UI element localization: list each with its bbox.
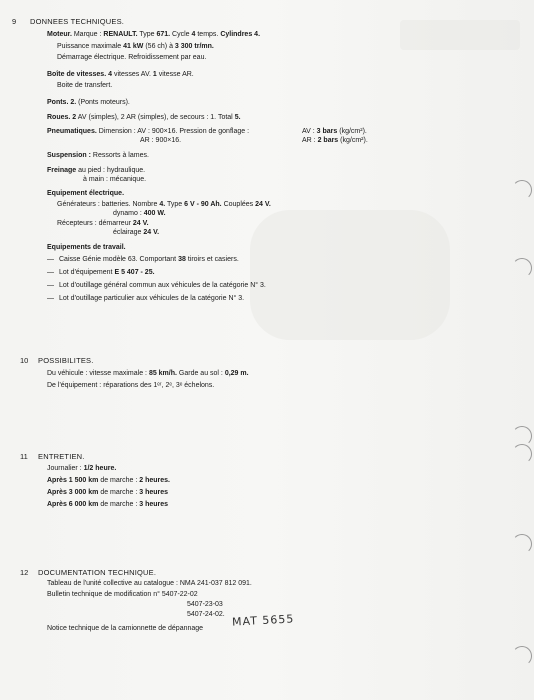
ponts-line: Ponts. 2. (Ponts moteurs). [47,99,130,106]
bulletin-line-3: 5407-24-02. [187,611,225,618]
section-9-title: DONNEES TECHNIQUES. [30,17,125,26]
section-11-title: ENTRETIEN. [38,452,85,461]
travail-item-1: — Caisse Génie modèle 63. Comportant 38 tiroirs et casiers. [47,256,239,263]
handwritten-annotation: MAT 5655 [231,612,295,629]
section-10-number: 10 [20,356,29,365]
bleed-through [250,210,450,340]
recepteurs-line: Récepteurs : démarreur 24 V. [57,220,149,227]
demarrage-line: Démarrage électrique. Refroidissement par eau. [57,54,207,61]
punch-hole [512,180,532,200]
pneumatiques-line-2-right: AR : 2 bars (kg/cm²). [302,137,368,144]
equipements-travail-title: Equipements de travail. [47,244,126,251]
pneumatiques-line-1: Pneumatiques. Dimension : AV : 900×16. Pression de gonflage : [47,128,250,135]
entretien-row-2: Après 3 000 km de marche : 3 heures [47,489,169,496]
travail-item-2: — Lot d'équipement E 5 407 - 25. [47,269,155,276]
punch-hole [512,426,532,446]
boite-transfert-line: Boite de transfert. [57,82,113,89]
section-11-number: 11 [20,452,28,461]
eclairage-line: éclairage 24 V. [113,229,160,236]
vitesse-line: Du véhicule : vitesse maximale : 85 km/h. Garde au sol : 0,29 m. [47,370,249,377]
pneumatiques-line-1-right: AV : 3 bars (kg/cm²). [302,128,367,135]
pneumatiques-line-2: AR : 900×16. [140,137,182,144]
bulletin-line-2: 5407-23-03 [187,601,223,608]
moteur-line: Moteur. Marque : RENAULT. Type 671. Cycle 4 temps. Cylindres 4. [47,31,261,38]
freinage-line-1: Freinage au pied : hydraulique. [47,167,146,174]
tableau-line: Tableau de l'unité collective au catalogue : NMA 241-037 812 091. [47,580,252,587]
travail-item-3: — Lot d'outillage général commun aux véhicules de la catégorie N° 3. [47,282,266,289]
punch-hole [512,444,532,464]
section-12-number: 12 [20,568,29,577]
generateurs-line: Générateurs : batteries. Nombre 4. Type 6 V - 90 Ah. Couplées 24 V. [57,201,271,208]
entretien-row-3: Après 6 000 km de marche : 3 heures [47,501,169,508]
bulletin-line-1: Bulletin technique de modification n° 5407-22-02 [47,591,198,598]
punch-hole [512,258,532,278]
suspension-line: Suspension : Ressorts à lames. [47,152,149,159]
equipement-electrique-title: Equipement électrique. [47,190,125,197]
punch-hole [512,646,532,666]
section-10-title: POSSIBILITES. [38,356,94,365]
travail-item-4: — Lot d'outillage particulier aux véhicules de la catégorie N° 3. [47,295,245,302]
entretien-row-1: Après 1 500 km de marche : 2 heures. [47,477,170,484]
section-12-title: DOCUMENTATION TECHNIQUE. [38,568,157,577]
journalier-line: Journalier : 1/2 heure. [47,465,117,472]
equipement-reparations-line: De l'équipement : réparations des 1ᵉʳ, 2ᵉ, 3ᵉ échelons. [47,382,215,389]
section-9-number: 9 [12,17,17,26]
dynamo-line: dynamo : 400 W. [113,210,166,217]
freinage-line-2: à main : mécanique. [83,176,147,183]
boite-vitesses-line: Boîte de vitesses. 4 vitesses AV. 1 vitesse AR. [47,71,194,78]
notice-line: Notice technique de la camionnette de dépannage [47,625,204,632]
punch-hole [512,534,532,554]
roues-line: Roues. 2 AV (simples), 2 AR (simples), de secours : 1. Total 5. [47,114,241,121]
puissance-line: Puissance maximale 41 kW (56 ch) à 3 300 tr/mn. [57,43,214,50]
bleed-through [400,20,520,50]
